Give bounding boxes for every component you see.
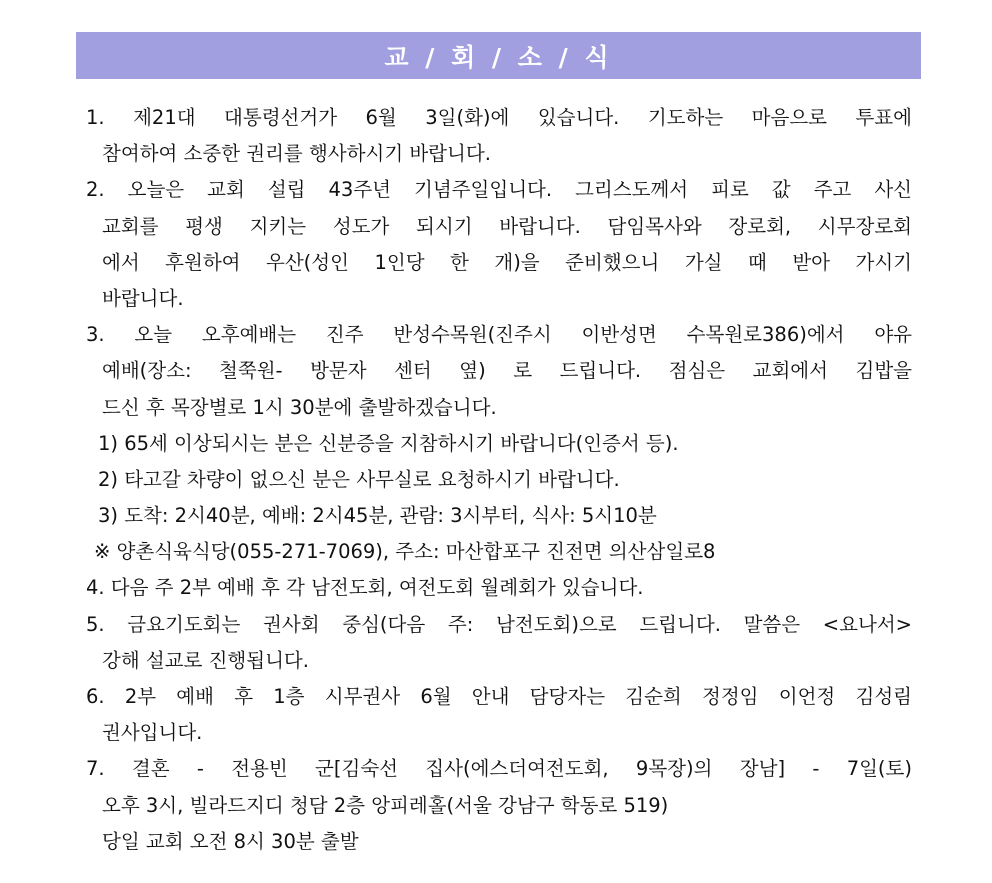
notice-3-sub-1: 1) 65세 이상되시는 분은 신분증을 지참하시기 바랍니다(인증서 등). xyxy=(98,431,679,455)
notice-7-line-2: 오후 3시, 빌라드지디 청담 2층 앙피레홀(서울 강남구 학동로 519) xyxy=(102,793,669,817)
notice-3-note: ※ 양촌식육식당(055-271-7069), 주소: 마산합포구 진전면 의산삼일로8 xyxy=(94,540,716,564)
notice-5-line-1: 5. 금요기도회는 권사회 중심(다음 주: 남전도회)으로 드립니다. 말씀은 <요나서> xyxy=(86,612,912,636)
notice-3-line-3: 드신 후 목장별로 1시 30분에 출발하겠습니다. xyxy=(102,395,497,419)
notice-3-sub-2: 2) 타고갈 차량이 없으신 분은 사무실로 요청하시기 바랍니다. xyxy=(98,467,620,491)
notice-2-line-4: 바랍니다. xyxy=(102,286,184,310)
notice-7-line-1: 7. 결혼 - 전용빈 군[김숙선 집사(에스더여전도회, 9목장)의 장남] - 7일(토) xyxy=(86,757,912,781)
notice-2-line-3: 에서 후원하여 우산(성인 1인당 한 개)을 준비했으니 가실 때 받아 가시기 xyxy=(102,250,912,274)
notice-4-line-1: 4. 다음 주 2부 예배 후 각 남전도회, 여전도회 월례회가 있습니다. xyxy=(86,576,644,600)
notice-7-line-3: 당일 교회 오전 8시 30분 출발 xyxy=(102,829,359,853)
notice-3-line-1: 3. 오늘 오후예배는 진주 반성수목원(진주시 이반성면 수목원로386)에서 야유 xyxy=(86,323,912,347)
notice-6-line-2: 권사입니다. xyxy=(102,721,203,745)
notice-2-line-2: 교회를 평생 지키는 성도가 되시기 바랍니다. 담임목사와 장로회, 시무장로회 xyxy=(102,214,912,238)
notice-6-line-1: 6. 2부 예배 후 1층 시무권사 6월 안내 담당자는 김순희 정정임 이언정 김성림 xyxy=(86,685,912,708)
section-title: 교 / 회 / 소 / 식 xyxy=(384,42,613,72)
notice-3-line-2: 예배(장소: 철쭉원- 방문자 센터 옆) 로 드립니다. 점심은 교회에서 김밥을 xyxy=(102,359,912,383)
notice-1-line-1: 1. 제21대 대통령선거가 6월 3일(화)에 있습니다. 기도하는 마음으로 투표에 xyxy=(86,106,912,129)
section-header-bar xyxy=(76,32,921,79)
notice-5-line-2: 강해 설교로 진행됩니다. xyxy=(102,648,309,672)
notice-list xyxy=(86,100,912,860)
notice-1-line-2: 참여하여 소중한 권리를 행사하시기 바랍니다. xyxy=(102,142,491,166)
notice-2-line-1: 2. 오늘은 교회 설립 43주년 기념주일입니다. 그리스도께서 피로 값 주고 사신 xyxy=(86,178,912,202)
notice-3-sub-3: 3) 도착: 2시40분, 예배: 2시45분, 관람: 3시부터, 식사: 5시10분 xyxy=(98,504,657,528)
